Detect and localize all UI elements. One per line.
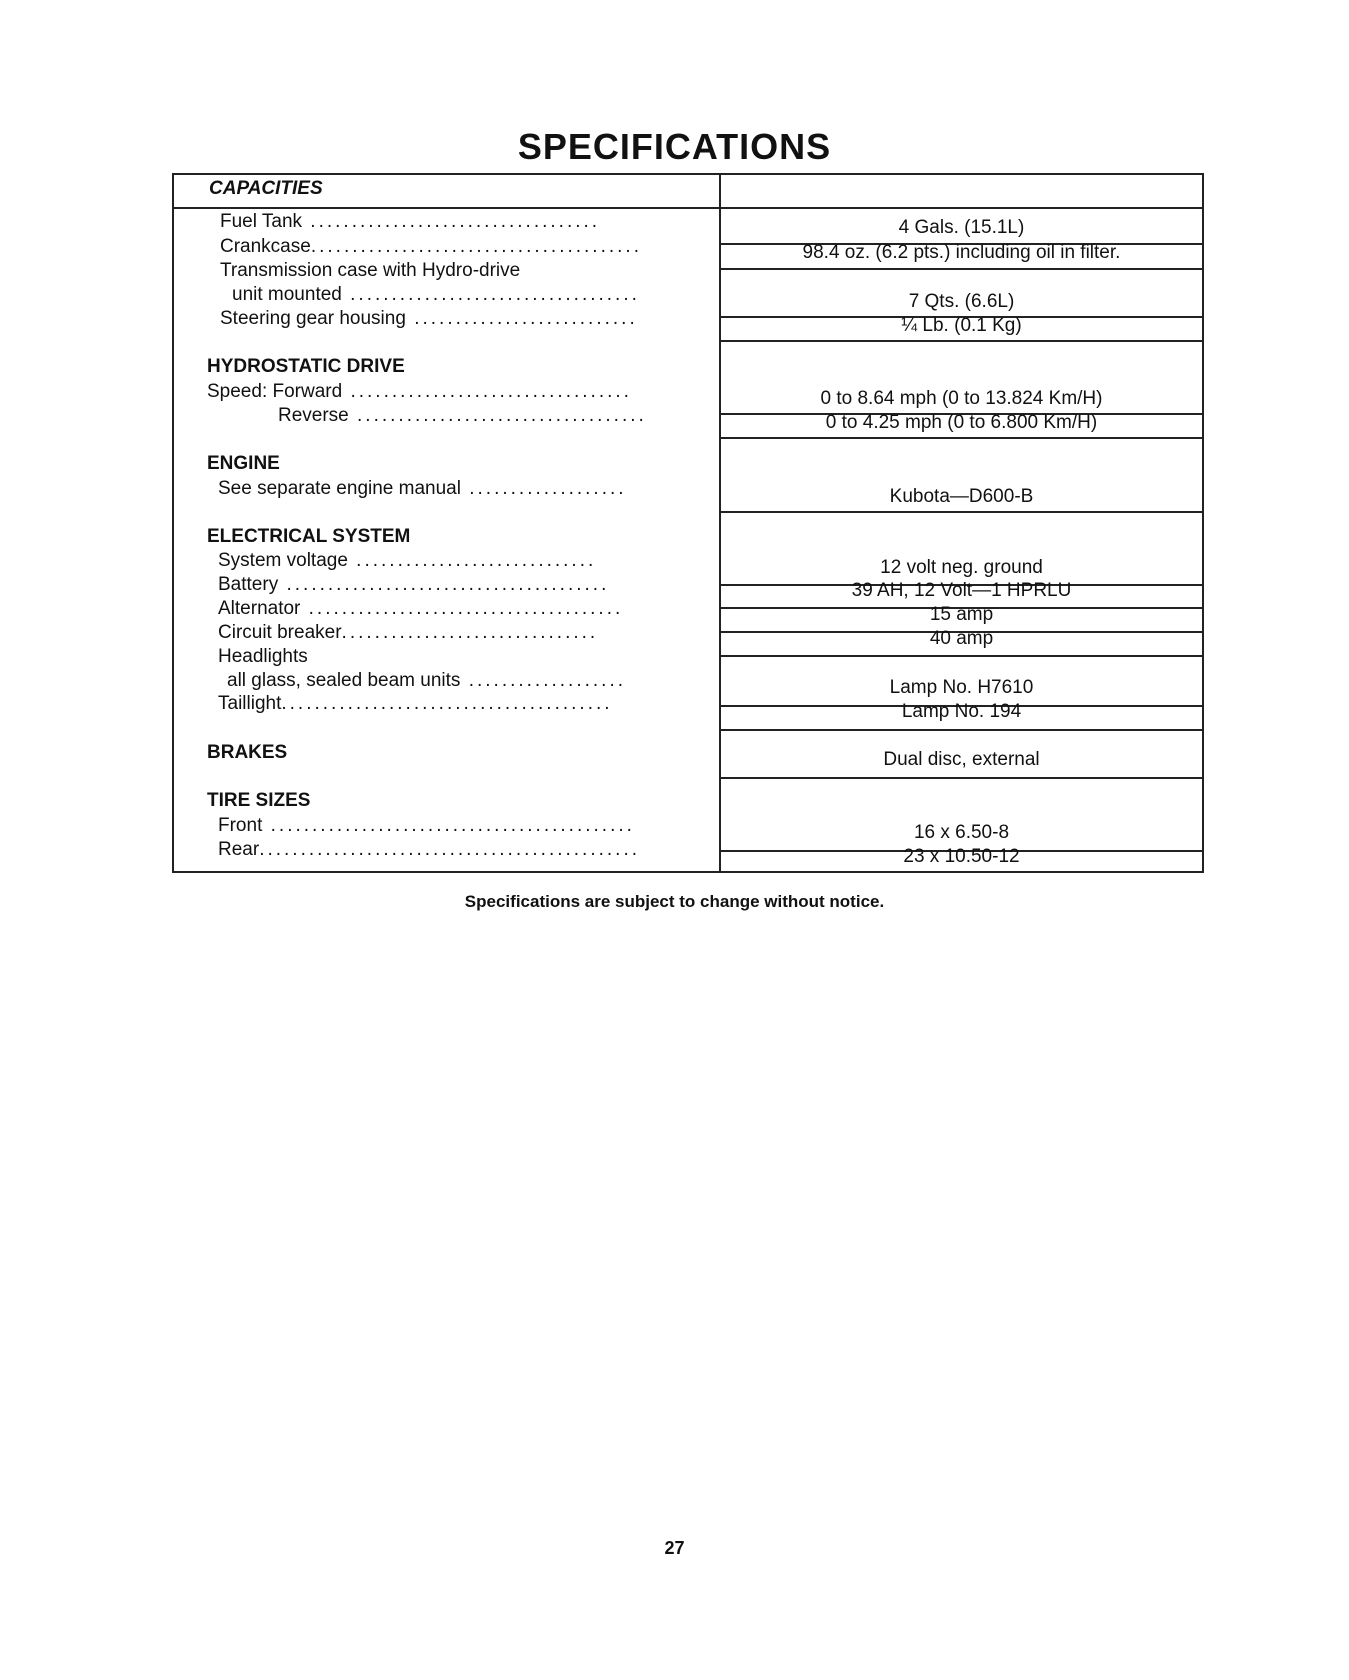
steering-label: Steering gear housing ...........................	[220, 308, 638, 329]
breaker-value: 40 amp	[929, 628, 994, 649]
row-line	[721, 437, 1202, 439]
rear-tire-value: 23 x 10.50-12	[903, 846, 1020, 867]
alternator-value: 15 amp	[929, 604, 994, 625]
taillight-value: Lamp No. 194	[901, 701, 1022, 722]
reverse-value: 0 to 4.25 mph (0 to 6.800 Km/H)	[825, 412, 1098, 433]
page-number: 27	[664, 1538, 685, 1558]
row-line	[721, 511, 1202, 513]
forward-value: 0 to 8.64 mph (0 to 13.824 Km/H)	[820, 388, 1103, 409]
row-line	[721, 729, 1202, 731]
fuel-tank-label: Fuel Tank ...................................	[220, 211, 601, 232]
breaker-label: Circuit breaker...............................	[218, 622, 599, 643]
headlights-label-line2: all glass, sealed beam units ...................	[227, 670, 626, 691]
engine-manual-label: See separate engine manual ...................	[218, 478, 627, 499]
taillight-label: Taillight........................................	[218, 693, 613, 714]
headlights-value: Lamp No. H7610	[889, 677, 1034, 698]
transmission-label-line2: unit mounted ...................................	[232, 284, 640, 305]
steering-value: ¼ Lb. (0.1 Kg)	[901, 315, 1022, 336]
hydrostatic-heading: HYDROSTATIC DRIVE	[207, 356, 405, 377]
crankcase-value: 98.4 oz. (6.2 pts.) including oil in filter.	[802, 242, 1121, 263]
forward-label: Speed: Forward ..................................	[207, 381, 632, 402]
transmission-value: 7 Qts. (6.6L)	[908, 291, 1015, 312]
engine-heading: ENGINE	[207, 453, 280, 474]
row-line	[721, 655, 1202, 657]
alternator-label: Alternator ......................................	[218, 598, 624, 619]
page-title: SPECIFICATIONS	[517, 126, 832, 167]
voltage-value: 12 volt neg. ground	[880, 557, 1043, 578]
capacities-underline	[172, 207, 719, 209]
crankcase-label: Crankcase........................................	[220, 236, 642, 257]
tires-heading: TIRE SIZES	[207, 790, 311, 811]
headlights-label-line1: Headlights	[218, 646, 308, 667]
fuel-tank-value: 4 Gals. (15.1L)	[898, 217, 1025, 238]
transmission-label-line1: Transmission case with Hydro-drive	[220, 260, 521, 281]
row-line	[721, 268, 1202, 270]
rear-tire-label: Rear..............................................	[218, 839, 641, 860]
brakes-heading: BRAKES	[207, 742, 288, 763]
row-line	[721, 777, 1202, 779]
capacities-heading: CAPACITIES	[209, 178, 323, 199]
front-tire-value: 16 x 6.50-8	[913, 822, 1010, 843]
footnote: Specifications are subject to change without notice.	[464, 892, 885, 911]
electrical-heading: ELECTRICAL SYSTEM	[207, 526, 411, 547]
front-tire-label: Front ............................................	[218, 815, 635, 836]
voltage-label: System voltage .............................	[218, 550, 597, 571]
row-line	[721, 207, 1202, 209]
brakes-value: Dual disc, external	[883, 749, 1040, 770]
battery-label: Battery .......................................	[218, 574, 610, 595]
row-line	[721, 340, 1202, 342]
reverse-label: Reverse ...................................	[278, 405, 647, 426]
engine-value: Kubota—D600-B	[889, 486, 1034, 507]
battery-value: 39 AH, 12 Volt—1 HPRLU	[851, 580, 1072, 601]
